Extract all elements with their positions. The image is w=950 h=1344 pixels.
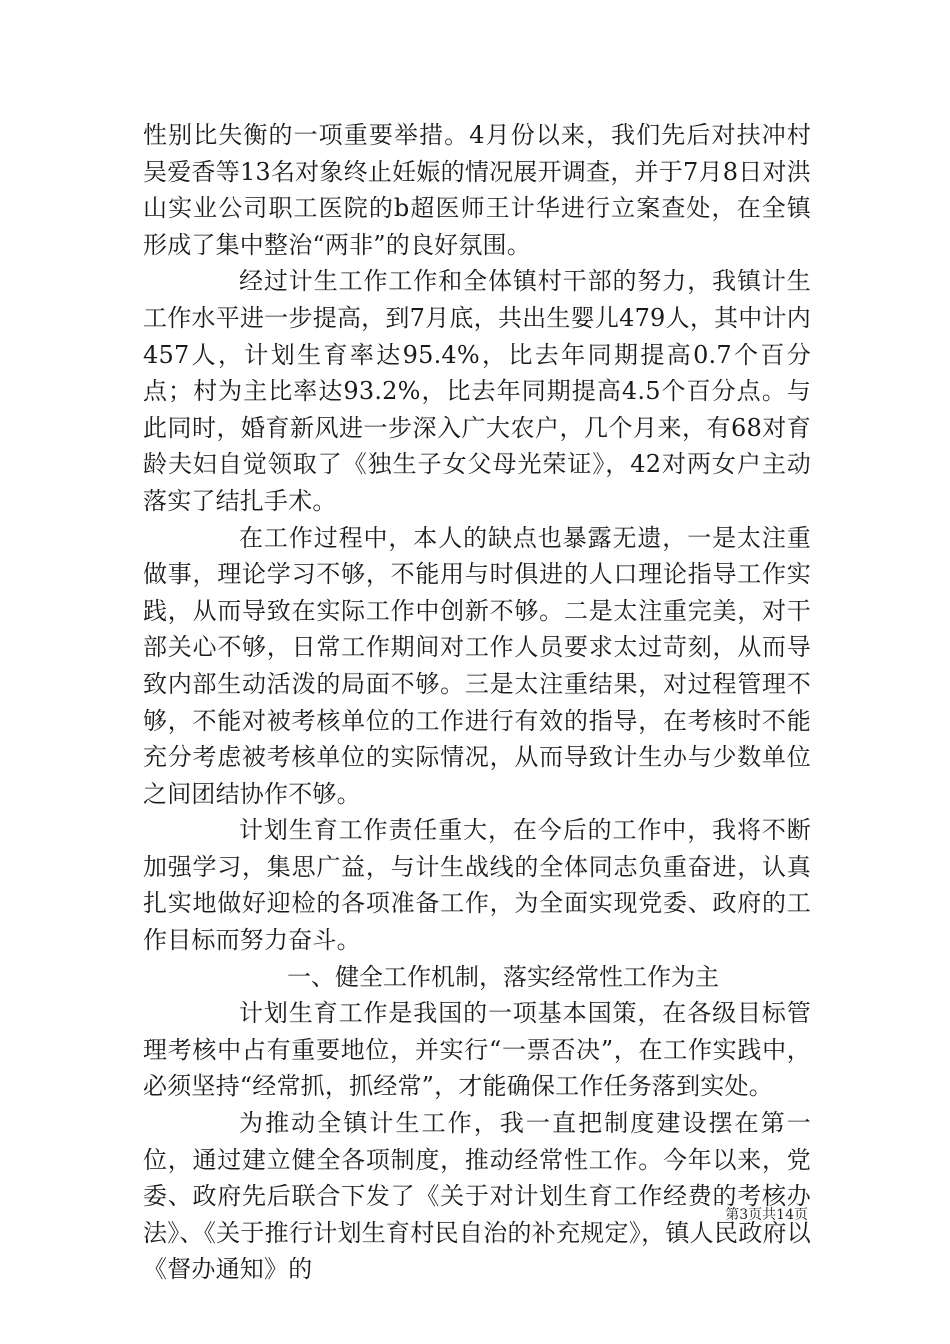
paragraph-3: 在工作过程中，本人的缺点也暴露无遗，一是太注重做事，理论学习不够，不能用与时俱进的人口理论指导工作实践，从而导致在实际工作中创新不够。二是太注重完美，对干部关心不够，日常工作期间对工作人员要求太过苛刻，从而导致内部生动活泼的局面不够。三是太注重结果，对过程管理不够，不能对被考核单位的工作进行有效的指导，在考核时不能充分考虑被考核单位的实际情况，从而导致计生办与少数单位之间团结协作不够。 xyxy=(143,523,811,808)
paragraph-2: 经过计生工作工作和全体镇村干部的努力，我镇计生工作水平进一步提高，到7月底，共出生婴儿479人，其中计内457人，计划生育率达95.4%，比去年同期提高0.7个百分点；村为主比率达93.2%，比去年同期提高4.5个百分点。与此同时，婚育新风进一步深入广大农户，几个月来，有68对育龄夫妇自觉领取了《独生子女父母光荣证》，42对两女户主动落实了结扎手术。 xyxy=(143,267,811,515)
paragraph-1: 性别比失衡的一项重要举措。4月份以来，我们先后对扶冲村吴爱香等13名对象终止妊娠的情况展开调查，并于7月8日对洪山实业公司职工医院的b超医师王计华进行立案查处，在全镇形成了集中整治“两非”的良好氛围。 xyxy=(143,121,811,259)
paragraph-6: 为推动全镇计生工作，我一直把制度建设摆在第一位，通过建立健全各项制度，推动经常性工作。今年以来，党委、政府先后联合下发了《关于对计划生育工作经费的考核办法》、《关于推行计划生育村民自治的补充规定》，镇人民政府以《督办通知》的 xyxy=(143,1109,811,1284)
paragraph-5: 计划生育工作是我国的一项基本国策，在各级目标管理考核中占有重要地位，并实行“一票否决”，在工作实践中，必须坚持“经常抓，抓经常”，才能确保工作任务落到实处。 xyxy=(143,999,811,1101)
document-body xyxy=(143,117,811,1288)
page-number-footer: 第3页共14页 xyxy=(725,1207,808,1223)
paragraph-4: 计划生育工作责任重大，在今后的工作中，我将不断加强学习，集思广益，与计生战线的全体同志负重奋进，认真扎实地做好迎检的各项准备工作，为全面实现党委、政府的工作目标而努力奋斗。 xyxy=(143,816,811,955)
section-heading: 一、健全工作机制，落实经常性工作为主 xyxy=(287,962,719,991)
